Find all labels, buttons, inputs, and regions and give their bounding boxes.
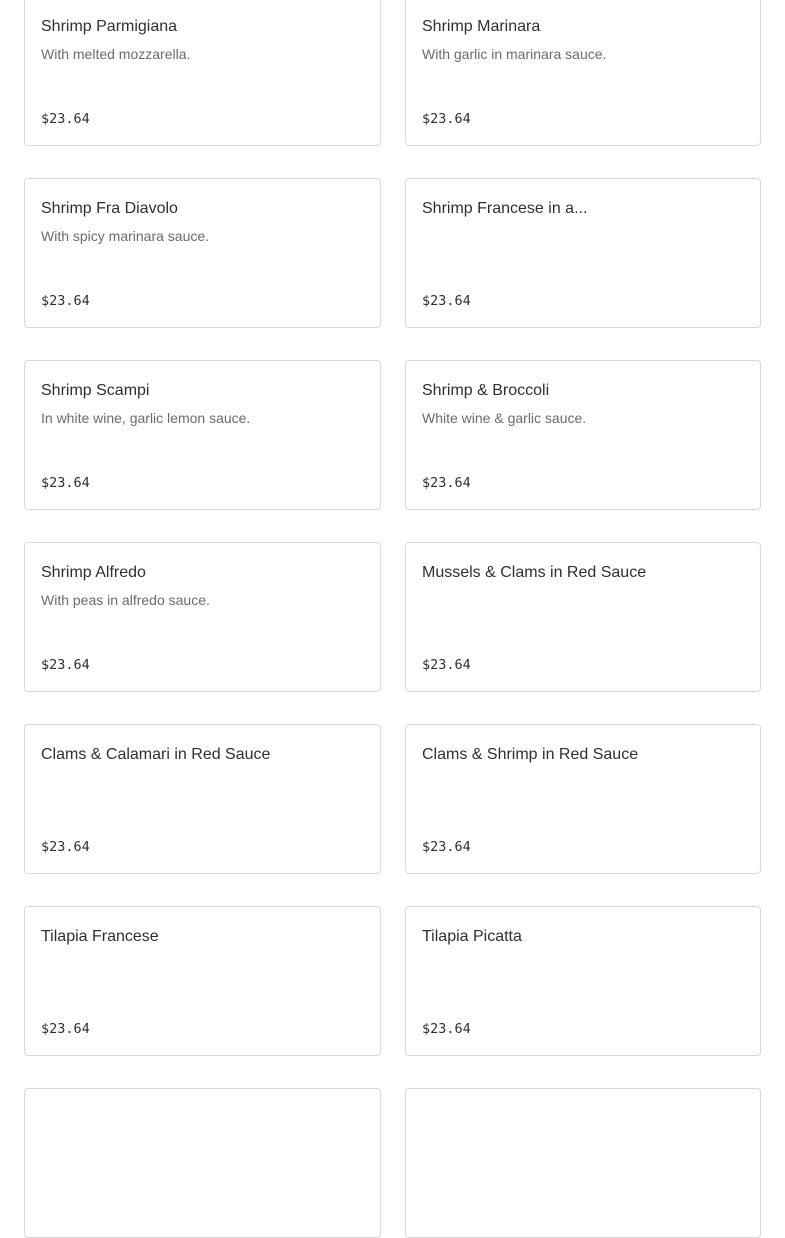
menu-item-price: $23.64 — [41, 657, 90, 673]
menu-item-card[interactable] — [24, 906, 381, 1056]
menu-item-price: $23.64 — [41, 111, 90, 127]
menu-item-description: White wine & garlic sauce. — [422, 410, 587, 426]
menu-item-card[interactable] — [405, 724, 761, 874]
menu-item-name: Clams & Calamari in Red Sauce — [41, 746, 271, 763]
menu-item-description: With spicy marinara sauce. — [41, 228, 210, 244]
menu-item-name: Shrimp Marinara — [422, 18, 541, 35]
menu-item-name: Tilapia Francese — [41, 928, 159, 945]
menu-item-card[interactable] — [405, 542, 761, 692]
menu-item-card[interactable] — [24, 0, 381, 146]
menu-item-card[interactable] — [24, 724, 381, 874]
menu-item-name: Tilapia Picatta — [422, 928, 522, 945]
menu-item-card[interactable] — [405, 360, 761, 510]
menu-item-description: With peas in alfredo sauce. — [41, 592, 210, 608]
menu-item-card-partial[interactable] — [24, 1088, 381, 1238]
menu-item-description: In white wine, garlic lemon sauce. — [41, 410, 251, 426]
menu-item-name: Shrimp Alfredo — [41, 564, 146, 581]
menu-item-name: Mussels & Clams in Red Sauce — [422, 564, 647, 581]
menu-item-price: $23.64 — [422, 657, 471, 673]
menu-item-price: $23.64 — [41, 293, 90, 309]
menu-item-card[interactable] — [24, 178, 381, 328]
menu-item-name: Shrimp Francese in a... — [422, 200, 588, 217]
menu-item-description: With garlic in marinara sauce. — [422, 46, 607, 62]
menu-item-price: $23.64 — [422, 1021, 471, 1037]
menu-item-description: With melted mozzarella. — [41, 46, 191, 62]
menu-item-price: $23.64 — [41, 475, 90, 491]
menu-item-name: Shrimp & Broccoli — [422, 382, 550, 399]
menu-item-card[interactable] — [405, 906, 761, 1056]
menu-item-grid — [24, 0, 761, 1238]
menu-item-price: $23.64 — [41, 1021, 90, 1037]
menu-item-card-partial[interactable] — [405, 1088, 761, 1238]
menu-item-price: $23.64 — [41, 839, 90, 855]
menu-item-name: Shrimp Parmigiana — [41, 18, 178, 35]
menu-item-name: Clams & Shrimp in Red Sauce — [422, 746, 639, 763]
menu-item-price: $23.64 — [422, 839, 471, 855]
menu-item-name: Shrimp Fra Diavolo — [41, 200, 178, 217]
menu-item-card[interactable] — [405, 178, 761, 328]
menu-item-card[interactable] — [24, 542, 381, 692]
menu-item-name: Shrimp Scampi — [41, 382, 150, 399]
menu-item-price: $23.64 — [422, 111, 471, 127]
menu-item-price: $23.64 — [422, 293, 471, 309]
menu-item-price: $23.64 — [422, 475, 471, 491]
menu-item-card[interactable] — [24, 360, 381, 510]
menu-item-card[interactable] — [405, 0, 761, 146]
